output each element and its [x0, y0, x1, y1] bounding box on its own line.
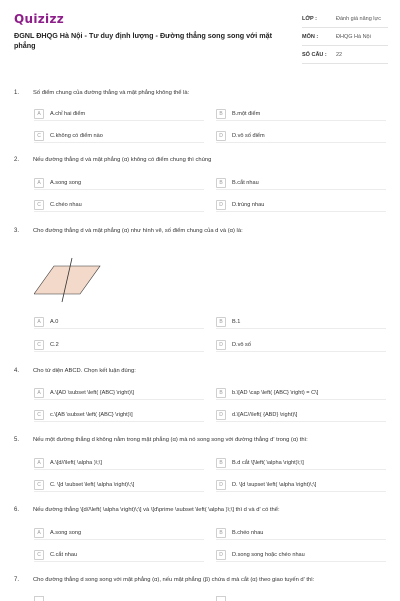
meta-row-count	[302, 50, 388, 64]
option-text: D.vô số	[232, 342, 251, 348]
option-b[interactable]	[216, 108, 260, 120]
question-number: 5.	[14, 437, 20, 443]
option-letter: B	[216, 109, 226, 119]
question-text: Cho tứ diện ABCD. Chọn kết luận đúng:	[33, 368, 136, 374]
option-c[interactable]	[34, 130, 103, 142]
option-d[interactable]	[216, 199, 264, 211]
option-letter: C	[34, 410, 44, 420]
option-letter: C	[34, 550, 44, 560]
option-text: D. \[d \supset \left( \alpha \right)\;\]	[232, 482, 317, 488]
option-letter: B	[216, 317, 226, 327]
option-letter: B	[216, 388, 226, 398]
option-letter: B	[216, 458, 226, 468]
question-text: Nếu đường thẳng \[d//\left( \alpha \right)\;\] và \[d\prime \subset \left( \alpha )\;\] thì d và d' có thể:	[33, 507, 280, 513]
option-letter: D	[216, 410, 226, 420]
option-c[interactable]	[34, 199, 82, 211]
meta-label: SỐ CÂU :	[302, 52, 327, 58]
option-letter: A	[34, 528, 44, 538]
option-text: D.vô số điểm	[232, 133, 265, 139]
option-text: A.\[d//\left( \alpha )\;\]	[50, 460, 102, 466]
page-title: ĐGNL ĐHQG Hà Nội - Tư duy định lượng - Đường thẳng song song với mặt phẳng	[14, 31, 273, 50]
option-a[interactable]	[34, 316, 58, 328]
question-text: Số điểm chung của đường thẳng và mặt phẳng không thể là:	[33, 90, 190, 96]
option-d[interactable]	[216, 339, 251, 351]
meta-value: ĐHQG Hà Nội	[336, 34, 371, 40]
option-text: d.\[AC//\left( {ABD} \right)\]	[232, 412, 298, 418]
option-letter: D	[216, 131, 226, 141]
option-letter: C	[34, 480, 44, 490]
option-text: B.cắt nhau	[232, 180, 259, 186]
question-number: 2.	[14, 157, 20, 163]
option-letter: D	[216, 480, 226, 490]
option-letter: B	[216, 178, 226, 188]
option-text: B.chéo nhau	[232, 530, 264, 536]
meta-row-class	[302, 14, 388, 28]
option-a[interactable]	[34, 387, 134, 399]
option-c[interactable]	[34, 479, 134, 491]
option-text: B.1	[232, 319, 241, 325]
option-c[interactable]	[34, 409, 133, 421]
question-number: 1.	[14, 90, 20, 96]
option-a[interactable]	[34, 457, 102, 469]
option-letter: A	[34, 178, 44, 188]
option-letter: C	[34, 200, 44, 210]
option-text: C.không có điểm nào	[50, 133, 103, 139]
question-text: Cho đường thẳng d và mặt phẳng (α) như hình vẽ, số điểm chung của d và (α) là:	[33, 228, 243, 234]
option-letter: A	[34, 317, 44, 327]
option-letter: D	[216, 200, 226, 210]
meta-value: 22	[336, 52, 343, 58]
option-letter: D	[216, 340, 226, 350]
option-text: A.chỉ hai điểm	[50, 111, 86, 117]
question-number: 7.	[14, 577, 20, 583]
question-number: 4.	[14, 368, 20, 374]
option-letter: D	[216, 550, 226, 560]
meta-panel	[302, 14, 388, 64]
option-d[interactable]	[216, 479, 316, 491]
option-text: b.\[AD \cap \left( {ABC} \right) = C\]	[232, 390, 319, 396]
option-text: c.\[AB \subset \left( {ABC} \right)\]	[50, 412, 133, 418]
option-b[interactable]	[216, 457, 304, 469]
option-d[interactable]	[216, 409, 297, 421]
option-text: A.song song	[50, 180, 82, 186]
question-text: Cho đường thẳng d song song với mặt phẳng (α), nếu mặt phẳng (β) chứa d mà cắt (α) theo giao tuyến d' thì:	[33, 577, 315, 583]
option-a[interactable]	[34, 177, 81, 189]
option-text: C.2	[50, 342, 59, 348]
option-text: B.một điểm	[232, 111, 261, 117]
option-text: C.chéo nhau	[50, 202, 82, 208]
option-letter: A	[34, 458, 44, 468]
option-d[interactable]	[216, 130, 265, 142]
option-box-partial	[34, 596, 44, 601]
option-b[interactable]	[216, 387, 318, 399]
option-text: D.trùng nhau	[232, 202, 265, 208]
option-letter: C	[34, 131, 44, 141]
option-text: A.\[AD \subset \left( {ABC} \right)\]	[50, 390, 134, 396]
question-number: 3.	[14, 228, 20, 234]
plane-line-figure	[34, 256, 104, 306]
option-b[interactable]	[216, 177, 259, 189]
option-text: A.song song	[50, 530, 82, 536]
option-letter: C	[34, 340, 44, 350]
option-text: C. \[d \subset \left( \alpha \right)\;\]	[50, 482, 135, 488]
option-c[interactable]	[34, 339, 59, 351]
option-b[interactable]	[216, 527, 263, 539]
option-text: C.cắt nhau	[50, 552, 78, 558]
option-letter: A	[34, 109, 44, 119]
question-text: Nếu một đường thẳng d không nằm trong mặt phẳng (α) mà nó song song với đường thẳng d' trong (α) thì:	[33, 437, 308, 443]
option-b[interactable]	[216, 316, 240, 328]
option-text: B.d cắt \[\left( \alpha \right)\;\]	[232, 460, 304, 466]
option-letter: A	[34, 388, 44, 398]
option-letter: B	[216, 528, 226, 538]
quizizz-logo: Quizizz	[14, 12, 65, 26]
question-text: Nếu đường thẳng d và mặt phẳng (α) không có điểm chung thì chúng	[33, 157, 212, 163]
meta-row-subject	[302, 32, 388, 46]
option-text: D.song song hoặc chéo nhau	[232, 552, 305, 558]
meta-value: Đánh giá năng lực	[336, 16, 381, 22]
question-number: 6.	[14, 507, 20, 513]
option-box-partial	[216, 596, 226, 601]
option-d[interactable]	[216, 549, 305, 561]
option-c[interactable]	[34, 549, 77, 561]
option-a[interactable]	[34, 527, 81, 539]
meta-label: MÔN :	[302, 34, 319, 40]
option-a[interactable]	[34, 108, 85, 120]
option-text: A.0	[50, 319, 59, 325]
meta-label: LỚP :	[302, 16, 317, 22]
